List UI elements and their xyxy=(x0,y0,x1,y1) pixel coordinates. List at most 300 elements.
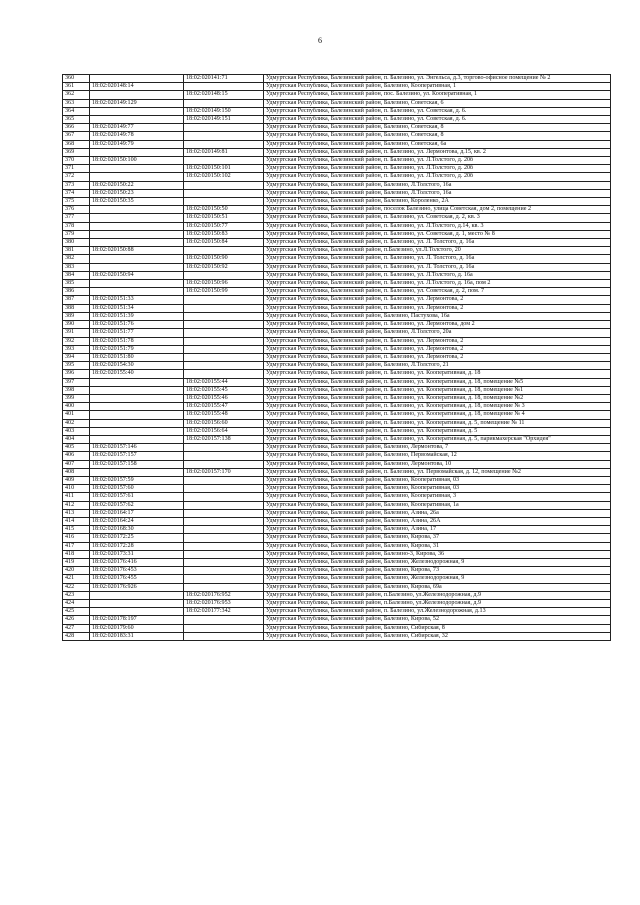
address-cell: Удмуртская Республика, Балезинский район, Балезино, Азина, 26А xyxy=(264,517,611,525)
building-cadastral-number-cell xyxy=(184,452,264,460)
building-cadastral-number-cell: 18:02:020149:81 xyxy=(184,148,264,156)
building-cadastral-number-cell: 18:02:020148:15 xyxy=(184,91,264,99)
row-number-cell: 400 xyxy=(63,403,90,411)
address-cell: Удмуртская Республика, Балезинский район, п. Балезино, ул. Лермонтова, д.15, кв. 2 xyxy=(264,148,611,156)
table-row xyxy=(63,132,611,140)
row-number-cell: 390 xyxy=(63,321,90,329)
row-number-cell: 365 xyxy=(63,116,90,124)
address-cell: Удмуртская Республика, Балезинский район, п. Балезино, ул. Лермонтова, 2 xyxy=(264,345,611,353)
table-row xyxy=(63,116,611,124)
row-number-cell: 417 xyxy=(63,542,90,550)
building-cadastral-number-cell: 18:02:020150:101 xyxy=(184,165,264,173)
cadastral-number-cell xyxy=(90,255,184,263)
table-row xyxy=(63,271,611,279)
table-row xyxy=(63,567,611,575)
table-row xyxy=(63,468,611,476)
building-cadastral-number-cell xyxy=(184,312,264,320)
table-row xyxy=(63,165,611,173)
cadastral-number-cell: 18:02:020164:24 xyxy=(90,517,184,525)
building-cadastral-number-cell: 18:02:020176:953 xyxy=(184,600,264,608)
cadastral-number-cell: 18:02:020150:88 xyxy=(90,247,184,255)
address-cell: Удмуртская Республика, Балезинский район, п. Балезино, ул. Лермонтова, 2 xyxy=(264,337,611,345)
building-cadastral-number-cell xyxy=(184,132,264,140)
table-row xyxy=(63,501,611,509)
address-cell: Удмуртская Республика, Балезинский район, п. Балезино, ул. Кооперативная, д. 5 xyxy=(264,427,611,435)
address-cell: Удмуртская Республика, Балезинский район, Балезино, Кооперативная, 03 xyxy=(264,476,611,484)
cadastral-number-cell: 18:02:020151:39 xyxy=(90,312,184,320)
address-cell: Удмуртская Республика, Балезинский район, п. Балезино, ул.Железнодорожная, д.13 xyxy=(264,608,611,616)
row-number-cell: 378 xyxy=(63,222,90,230)
row-number-cell: 387 xyxy=(63,296,90,304)
table-row xyxy=(63,476,611,484)
cadastral-number-cell xyxy=(90,148,184,156)
address-cell: Удмуртская Республика, Балезинский район, п. Балезино, ул. Лермонтова, 2 xyxy=(264,304,611,312)
row-number-cell: 414 xyxy=(63,517,90,525)
table-row xyxy=(63,255,611,263)
table-row xyxy=(63,83,611,91)
table-row xyxy=(63,575,611,583)
row-number-cell: 415 xyxy=(63,526,90,534)
table-row xyxy=(63,263,611,271)
row-number-cell: 410 xyxy=(63,485,90,493)
building-cadastral-number-cell: 18:02:020177:342 xyxy=(184,608,264,616)
address-cell: Удмуртская Республика, Балезинский район, п. Балезино, ул. Л.Толстого, д. 20б xyxy=(264,173,611,181)
row-number-cell: 376 xyxy=(63,206,90,214)
address-cell: Удмуртская Республика, Балезинский район, Балезино, Железнодорожная, 9 xyxy=(264,575,611,583)
table-row xyxy=(63,517,611,525)
building-cadastral-number-cell xyxy=(184,83,264,91)
row-number-cell: 428 xyxy=(63,632,90,640)
address-cell: Удмуртская Республика, Балезинский район, Балезино, Кирова, 37 xyxy=(264,534,611,542)
cadastral-number-cell xyxy=(90,75,184,83)
table-row xyxy=(63,493,611,501)
row-number-cell: 422 xyxy=(63,583,90,591)
cadastral-number-cell: 18:02:020150:100 xyxy=(90,157,184,165)
cadastral-register-table xyxy=(62,74,611,641)
address-cell: Удмуртская Республика, Балезинский район, Балезино, Первомайская, 12 xyxy=(264,452,611,460)
building-cadastral-number-cell xyxy=(184,304,264,312)
row-number-cell: 370 xyxy=(63,157,90,165)
cadastral-number-cell xyxy=(90,206,184,214)
cadastral-number-cell: 18:02:020172:25 xyxy=(90,534,184,542)
cadastral-number-cell: 18:02:020176:455 xyxy=(90,575,184,583)
address-cell: Удмуртская Республика, Балезинский район, Балезино, Пастухова, 16а xyxy=(264,312,611,320)
table-row xyxy=(63,624,611,632)
table-row xyxy=(63,230,611,238)
row-number-cell: 425 xyxy=(63,608,90,616)
address-cell: Удмуртская Республика, Балезинский район, поселок Балезино, улица Советская, дом 2, помещение 2 xyxy=(264,206,611,214)
building-cadastral-number-cell: 18:02:020150:77 xyxy=(184,222,264,230)
cadastral-number-cell: 18:02:020151:34 xyxy=(90,304,184,312)
address-cell: Удмуртская Республика, Балезинский район, п. Балезино, ул. Кооперативная, д. 18, помещение № 4 xyxy=(264,411,611,419)
address-cell: Удмуртская Республика, Балезинский район, Балезино, Сибирская, 8 xyxy=(264,624,611,632)
row-number-cell: 404 xyxy=(63,435,90,443)
table-row xyxy=(63,247,611,255)
building-cadastral-number-cell: 18:02:020156:60 xyxy=(184,419,264,427)
building-cadastral-number-cell xyxy=(184,189,264,197)
building-cadastral-number-cell xyxy=(184,517,264,525)
row-number-cell: 380 xyxy=(63,239,90,247)
cadastral-number-cell xyxy=(90,230,184,238)
row-number-cell: 411 xyxy=(63,493,90,501)
address-cell: Удмуртская Республика, Балезинский район, п. Балезино, ул. Л.Толстого, д. 16а, пом 2 xyxy=(264,280,611,288)
row-number-cell: 416 xyxy=(63,534,90,542)
row-number-cell: 364 xyxy=(63,107,90,115)
table-row xyxy=(63,353,611,361)
row-number-cell: 360 xyxy=(63,75,90,83)
address-cell: Удмуртская Республика, Балезинский район, Балезино, Л.Толстого, 21 xyxy=(264,362,611,370)
address-cell: Удмуртская Республика, Балезинский район, Балезино, Советская, 6а xyxy=(264,140,611,148)
table-row xyxy=(63,140,611,148)
building-cadastral-number-cell: 18:02:020156:64 xyxy=(184,427,264,435)
table-row xyxy=(63,452,611,460)
building-cadastral-number-cell: 18:02:020155:46 xyxy=(184,394,264,402)
table-row xyxy=(63,75,611,83)
cadastral-number-cell: 18:02:020151:80 xyxy=(90,353,184,361)
row-number-cell: 402 xyxy=(63,419,90,427)
table-row xyxy=(63,591,611,599)
address-cell: Удмуртская Республика, Балезинский район, Балезино-3, Кирова, 36 xyxy=(264,550,611,558)
row-number-cell: 377 xyxy=(63,214,90,222)
cadastral-number-cell xyxy=(90,386,184,394)
building-cadastral-number-cell xyxy=(184,509,264,517)
building-cadastral-number-cell: 18:02:020150:90 xyxy=(184,255,264,263)
row-number-cell: 419 xyxy=(63,558,90,566)
address-cell: Удмуртская Республика, Балезинский район, п. Балезино, ул. Кооперативная, д. 5, парикмахерская "Орхидея" xyxy=(264,435,611,443)
cadastral-number-cell xyxy=(90,403,184,411)
address-cell: Удмуртская Республика, Балезинский район, п. Балезино, ул. Л.Толстого, д. 20б xyxy=(264,157,611,165)
table-row xyxy=(63,435,611,443)
cadastral-number-cell: 18:02:020157:62 xyxy=(90,501,184,509)
building-cadastral-number-cell: 18:02:020157:170 xyxy=(184,468,264,476)
address-cell: Удмуртская Республика, Балезинский район, п.Балезино, ул.Железнодорожная, д.9 xyxy=(264,591,611,599)
address-cell: Удмуртская Республика, Балезинский район, Балезино, Кирова, 73 xyxy=(264,567,611,575)
address-cell: Удмуртская Республика, Балезинский район, п. Балезино, ул. Кооперативная, д. 18, помещение №1 xyxy=(264,386,611,394)
building-cadastral-number-cell xyxy=(184,99,264,107)
row-number-cell: 427 xyxy=(63,624,90,632)
table-row xyxy=(63,321,611,329)
row-number-cell: 374 xyxy=(63,189,90,197)
table-row xyxy=(63,345,611,353)
table-row xyxy=(63,509,611,517)
address-cell: Удмуртская Республика, Балезинский район, п. Балезино, ул. Л. Толстого, д. 16а xyxy=(264,239,611,247)
address-cell: Удмуртская Республика, Балезинский район, п. Балезино, ул. Кооперативная, д. 18, помещение № 3 xyxy=(264,403,611,411)
row-number-cell: 363 xyxy=(63,99,90,107)
address-cell: Удмуртская Республика, Балезинский район, Балезино, Лермонтова, 10 xyxy=(264,460,611,468)
row-number-cell: 424 xyxy=(63,600,90,608)
cadastral-number-cell: 18:02:020155:40 xyxy=(90,370,184,378)
table-row xyxy=(63,550,611,558)
cadastral-number-cell: 18:02:020151:33 xyxy=(90,296,184,304)
row-number-cell: 418 xyxy=(63,550,90,558)
building-cadastral-number-cell: 18:02:020150:51 xyxy=(184,214,264,222)
table-row xyxy=(63,411,611,419)
address-cell: Удмуртская Республика, Балезинский район, п.Балезино, ул.Железнодорожная, д.9 xyxy=(264,600,611,608)
building-cadastral-number-cell: 18:02:020141:71 xyxy=(184,75,264,83)
row-number-cell: 408 xyxy=(63,468,90,476)
address-cell: Удмуртская Республика, Балезинский район, Балезино, Азина, 17 xyxy=(264,526,611,534)
address-cell: Удмуртская Республика, Балезинский район, Балезино, Кирова, 52 xyxy=(264,616,611,624)
cadastral-number-cell: 18:02:020150:23 xyxy=(90,189,184,197)
cadastral-number-cell: 18:02:020151:78 xyxy=(90,337,184,345)
cadastral-number-cell xyxy=(90,411,184,419)
cadastral-number-cell: 18:02:020154:30 xyxy=(90,362,184,370)
row-number-cell: 389 xyxy=(63,312,90,320)
table-row xyxy=(63,99,611,107)
building-cadastral-number-cell xyxy=(184,329,264,337)
row-number-cell: 406 xyxy=(63,452,90,460)
building-cadastral-number-cell: 18:02:020155:48 xyxy=(184,411,264,419)
table-row xyxy=(63,608,611,616)
cadastral-number-cell: 18:02:020176:453 xyxy=(90,567,184,575)
building-cadastral-number-cell xyxy=(184,567,264,575)
building-cadastral-number-cell: 18:02:020176:952 xyxy=(184,591,264,599)
building-cadastral-number-cell: 18:02:020150:99 xyxy=(184,288,264,296)
row-number-cell: 385 xyxy=(63,280,90,288)
building-cadastral-number-cell: 18:02:020149:151 xyxy=(184,116,264,124)
table-row xyxy=(63,378,611,386)
row-number-cell: 399 xyxy=(63,394,90,402)
address-cell: Удмуртская Республика, Балезинский район, п. Балезино, ул. Советская, д. 6. xyxy=(264,116,611,124)
building-cadastral-number-cell xyxy=(184,558,264,566)
row-number-cell: 413 xyxy=(63,509,90,517)
address-cell: Удмуртская Республика, Балезинский район, п. Балезино, ул. Л. Толстого, д. 16а xyxy=(264,255,611,263)
cadastral-number-cell: 18:02:020164:17 xyxy=(90,509,184,517)
row-number-cell: 371 xyxy=(63,165,90,173)
row-number-cell: 362 xyxy=(63,91,90,99)
address-cell: Удмуртская Республика, Балезинский район, п. Балезино, ул. Советская, д. 1, место № 8 xyxy=(264,230,611,238)
table-row xyxy=(63,558,611,566)
cadastral-number-cell xyxy=(90,173,184,181)
address-cell: Удмуртская Республика, Балезинский район, п. Балезино, ул. Советская, д. 6. xyxy=(264,107,611,115)
address-cell: Удмуртская Республика, Балезинский район, п.Балезино, ул.Л.Толстого, 20 xyxy=(264,247,611,255)
building-cadastral-number-cell xyxy=(184,476,264,484)
address-cell: Удмуртская Республика, Балезинский район, Балезино, Советская, 8 xyxy=(264,124,611,132)
row-number-cell: 391 xyxy=(63,329,90,337)
cadastral-number-cell xyxy=(90,288,184,296)
building-cadastral-number-cell: 18:02:020155:45 xyxy=(184,386,264,394)
table-row xyxy=(63,280,611,288)
cadastral-number-cell xyxy=(90,214,184,222)
table-row xyxy=(63,304,611,312)
cadastral-number-cell xyxy=(90,435,184,443)
table-row xyxy=(63,206,611,214)
row-number-cell: 375 xyxy=(63,198,90,206)
building-cadastral-number-cell xyxy=(184,362,264,370)
address-cell: Удмуртская Республика, Балезинский район, Балезино, Л.Толстого, 20а xyxy=(264,329,611,337)
table-row xyxy=(63,632,611,640)
cadastral-number-cell xyxy=(90,608,184,616)
building-cadastral-number-cell xyxy=(184,321,264,329)
building-cadastral-number-cell: 18:02:020150:92 xyxy=(184,263,264,271)
table-row xyxy=(63,370,611,378)
address-cell: Удмуртская Республика, Балезинский район, п. Балезино, ул. Советская, д. 2, кв. 3 xyxy=(264,214,611,222)
row-number-cell: 381 xyxy=(63,247,90,255)
cadastral-number-cell: 18:02:020148:14 xyxy=(90,83,184,91)
table-row xyxy=(63,107,611,115)
row-number-cell: 394 xyxy=(63,353,90,361)
table-row xyxy=(63,181,611,189)
building-cadastral-number-cell xyxy=(184,353,264,361)
row-number-cell: 398 xyxy=(63,386,90,394)
address-cell: Удмуртская Республика, Балезинский район, Балезино, Кирова, 31 xyxy=(264,542,611,550)
address-cell: Удмуртская Республика, Балезинский район, пос. Балезино, ул. Кооперативная, 1 xyxy=(264,91,611,99)
address-cell: Удмуртская Республика, Балезинский район, п. Балезино, ул. Энгельса, д.3, торгово-офисное помещение № 2 xyxy=(264,75,611,83)
table-row xyxy=(63,394,611,402)
row-number-cell: 420 xyxy=(63,567,90,575)
table-row xyxy=(63,427,611,435)
cadastral-number-cell: 18:02:020183:31 xyxy=(90,632,184,640)
cadastral-number-cell: 18:02:020149:77 xyxy=(90,124,184,132)
building-cadastral-number-cell xyxy=(184,485,264,493)
address-cell: Удмуртская Республика, Балезинский район, п. Балезино, ул. Лермонтова, дом 2 xyxy=(264,321,611,329)
building-cadastral-number-cell xyxy=(184,542,264,550)
table-row xyxy=(63,534,611,542)
cadastral-number-cell: 18:02:020179:60 xyxy=(90,624,184,632)
table-row xyxy=(63,296,611,304)
building-cadastral-number-cell xyxy=(184,271,264,279)
table-row xyxy=(63,157,611,165)
address-cell: Удмуртская Республика, Балезинский район, Балезино, Кооперативная, 3 xyxy=(264,493,611,501)
building-cadastral-number-cell: 18:02:020155:47 xyxy=(184,403,264,411)
row-number-cell: 366 xyxy=(63,124,90,132)
building-cadastral-number-cell: 18:02:020155:44 xyxy=(184,378,264,386)
building-cadastral-number-cell: 18:02:020157:138 xyxy=(184,435,264,443)
building-cadastral-number-cell: 18:02:020150:50 xyxy=(184,206,264,214)
address-cell: Удмуртская Республика, Балезинский район, Балезино, Лермонтова, 7 xyxy=(264,444,611,452)
cadastral-number-cell xyxy=(90,468,184,476)
address-cell: Удмуртская Республика, Балезинский район, п. Балезино, ул. Советская, д. 2, пом. 7 xyxy=(264,288,611,296)
row-number-cell: 361 xyxy=(63,83,90,91)
building-cadastral-number-cell xyxy=(184,526,264,534)
table-row xyxy=(63,444,611,452)
cadastral-number-cell: 18:02:020176:416 xyxy=(90,558,184,566)
address-cell: Удмуртская Республика, Балезинский район, п. Балезино, ул. Кооперативная, д. 18 xyxy=(264,370,611,378)
address-cell: Удмуртская Республика, Балезинский район, Балезино, Кооперативная, 1 xyxy=(264,83,611,91)
row-number-cell: 373 xyxy=(63,181,90,189)
cadastral-number-cell: 18:02:020150:22 xyxy=(90,181,184,189)
address-cell: Удмуртская Республика, Балезинский район, Балезино, Л.Толстого, 16а xyxy=(264,189,611,197)
address-cell: Удмуртская Республика, Балезинский район, п. Балезино, ул. Л.Толстого, д.14, кв. 3 xyxy=(264,222,611,230)
cadastral-number-cell: 18:02:020157:158 xyxy=(90,460,184,468)
row-number-cell: 367 xyxy=(63,132,90,140)
cadastral-number-cell: 18:02:020151:77 xyxy=(90,329,184,337)
table-row xyxy=(63,214,611,222)
cadastral-number-cell xyxy=(90,91,184,99)
cadastral-number-cell: 18:02:020151:79 xyxy=(90,345,184,353)
table-row xyxy=(63,148,611,156)
cadastral-number-cell xyxy=(90,419,184,427)
cadastral-number-cell xyxy=(90,394,184,402)
building-cadastral-number-cell: 18:02:020150:84 xyxy=(184,239,264,247)
cadastral-number-cell: 18:02:020150:94 xyxy=(90,271,184,279)
address-cell: Удмуртская Республика, Балезинский район, Балезино, Азина, 26а xyxy=(264,509,611,517)
address-cell: Удмуртская Республика, Балезинский район, п. Балезино, ул. Лермонтова, 2 xyxy=(264,353,611,361)
building-cadastral-number-cell xyxy=(184,296,264,304)
table-row xyxy=(63,600,611,608)
row-number-cell: 368 xyxy=(63,140,90,148)
cadastral-number-cell: 18:02:020178:197 xyxy=(90,616,184,624)
cadastral-number-cell xyxy=(90,280,184,288)
table-row xyxy=(63,616,611,624)
address-cell: Удмуртская Республика, Балезинский район, Балезино, Кирова, 69а xyxy=(264,583,611,591)
building-cadastral-number-cell xyxy=(184,345,264,353)
address-cell: Удмуртская Республика, Балезинский район, Балезино, Короленко, 2А xyxy=(264,198,611,206)
cadastral-number-cell xyxy=(90,107,184,115)
building-cadastral-number-cell xyxy=(184,181,264,189)
cadastral-number-cell: 18:02:020176:926 xyxy=(90,583,184,591)
row-number-cell: 393 xyxy=(63,345,90,353)
table-row xyxy=(63,222,611,230)
row-number-cell: 386 xyxy=(63,288,90,296)
table-row xyxy=(63,173,611,181)
table-body xyxy=(63,75,611,641)
cadastral-number-cell: 18:02:020150:35 xyxy=(90,198,184,206)
building-cadastral-number-cell xyxy=(184,140,264,148)
table-row xyxy=(63,288,611,296)
building-cadastral-number-cell xyxy=(184,583,264,591)
address-cell: Удмуртская Республика, Балезинский район, п. Балезино, ул. Л.Толстого, д. 20б xyxy=(264,165,611,173)
building-cadastral-number-cell: 18:02:020150:96 xyxy=(184,280,264,288)
building-cadastral-number-cell xyxy=(184,550,264,558)
cadastral-number-cell xyxy=(90,600,184,608)
building-cadastral-number-cell xyxy=(184,632,264,640)
table-row xyxy=(63,542,611,550)
row-number-cell: 403 xyxy=(63,427,90,435)
table-row xyxy=(63,329,611,337)
table-row xyxy=(63,198,611,206)
building-cadastral-number-cell xyxy=(184,460,264,468)
table-row xyxy=(63,485,611,493)
row-number-cell: 372 xyxy=(63,173,90,181)
building-cadastral-number-cell xyxy=(184,370,264,378)
row-number-cell: 423 xyxy=(63,591,90,599)
row-number-cell: 407 xyxy=(63,460,90,468)
address-cell: Удмуртская Республика, Балезинский район, Балезино, Кооперативная, 1а xyxy=(264,501,611,509)
address-cell: Удмуртская Республика, Балезинский район, Балезино, Кооперативная, 03 xyxy=(264,485,611,493)
building-cadastral-number-cell xyxy=(184,616,264,624)
row-number-cell: 392 xyxy=(63,337,90,345)
cadastral-number-cell xyxy=(90,165,184,173)
row-number-cell: 369 xyxy=(63,148,90,156)
cadastral-number-cell xyxy=(90,427,184,435)
address-cell: Удмуртская Республика, Балезинский район, п. Балезино, ул. Кооперативная, д. 18, помещение №2 xyxy=(264,394,611,402)
cadastral-number-cell: 18:02:020149:78 xyxy=(90,132,184,140)
row-number-cell: 405 xyxy=(63,444,90,452)
cadastral-number-cell: 18:02:020149:129 xyxy=(90,99,184,107)
row-number-cell: 384 xyxy=(63,271,90,279)
table-row xyxy=(63,312,611,320)
cadastral-number-cell: 18:02:020157:60 xyxy=(90,485,184,493)
building-cadastral-number-cell xyxy=(184,157,264,165)
cadastral-number-cell: 18:02:020168:30 xyxy=(90,526,184,534)
cadastral-number-cell xyxy=(90,263,184,271)
building-cadastral-number-cell xyxy=(184,534,264,542)
row-number-cell: 388 xyxy=(63,304,90,312)
row-number-cell: 401 xyxy=(63,411,90,419)
cadastral-number-cell: 18:02:020157:157 xyxy=(90,452,184,460)
building-cadastral-number-cell xyxy=(184,624,264,632)
table-row xyxy=(63,419,611,427)
building-cadastral-number-cell xyxy=(184,198,264,206)
building-cadastral-number-cell: 18:02:020150:83 xyxy=(184,230,264,238)
table-row xyxy=(63,337,611,345)
cadastral-number-cell: 18:02:020157:61 xyxy=(90,493,184,501)
table-row xyxy=(63,403,611,411)
cadastral-number-cell xyxy=(90,239,184,247)
table-row xyxy=(63,362,611,370)
row-number-cell: 421 xyxy=(63,575,90,583)
